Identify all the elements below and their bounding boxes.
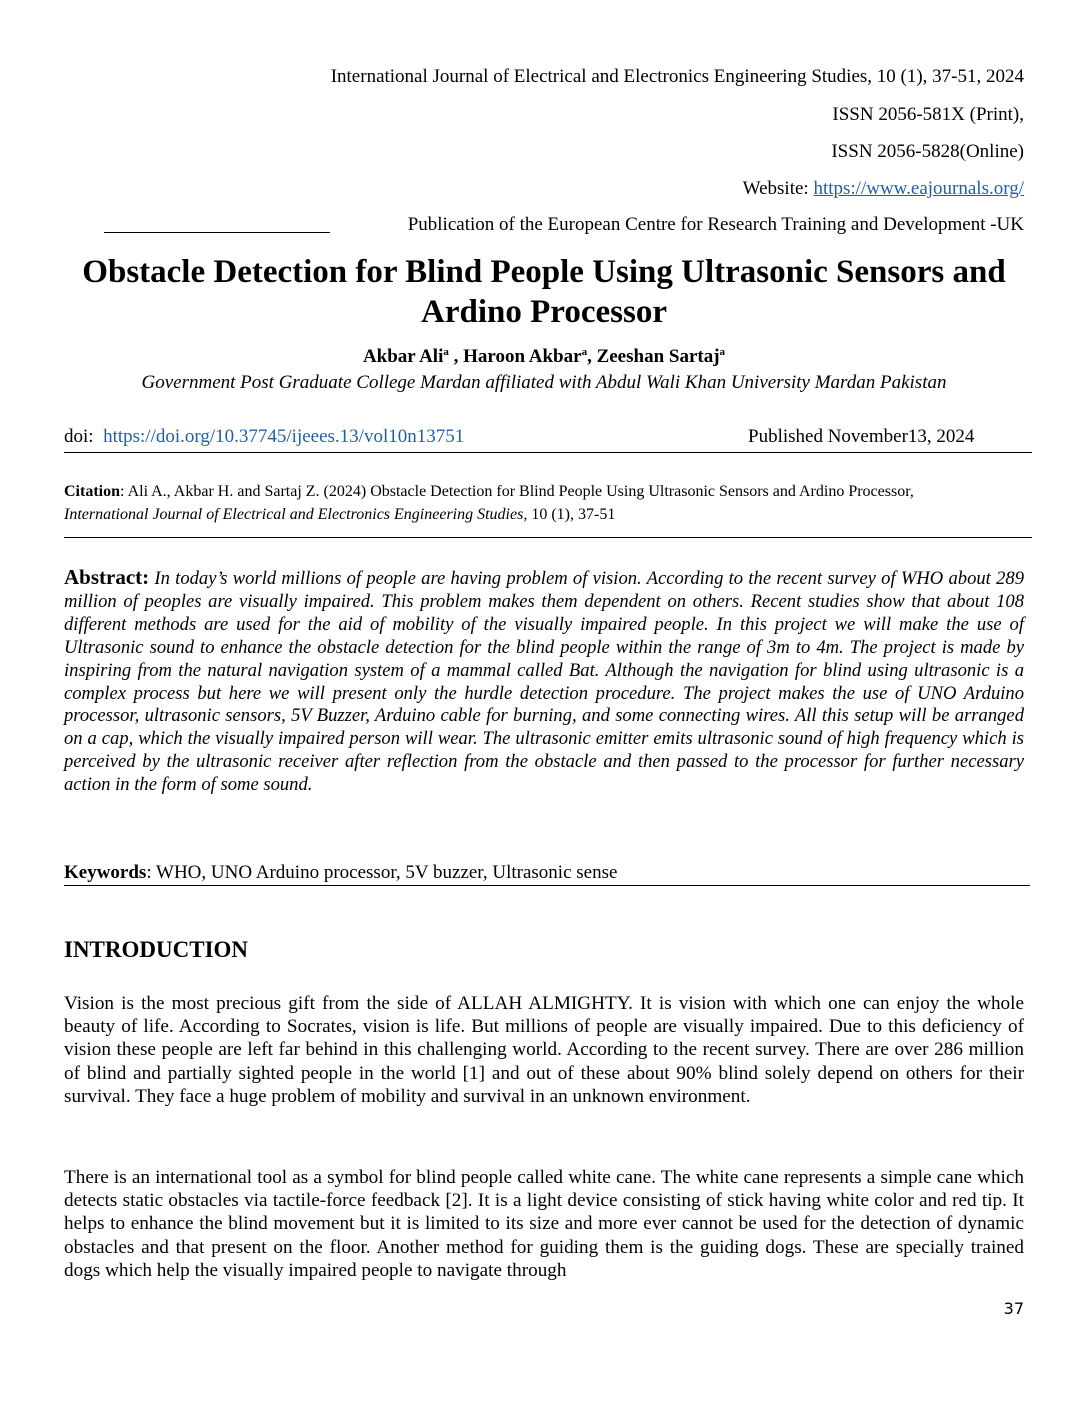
author-affil-mark: a bbox=[581, 346, 588, 358]
body-paragraph: There is an international tool as a symbol for blind people called white cane. The white cane represents a simple cane which detects static obstacles via tactile-force feedback [2]. It is a light device consisting of stick having white color and red tip. It helps to enhance the blind movement but it is limited to its size and more ever cannot be used for the detection of dynamic obstacles and that present on the floor. Another method for guiding them is the guiding dogs. These are specially trained dogs which help the visually impaired people to navigate through bbox=[64, 1167, 1024, 1281]
citation-rule bbox=[64, 537, 1032, 538]
doi-link[interactable]: https://doi.org/10.37745/ijeees.13/vol10n13751 bbox=[103, 426, 465, 447]
journal-header-line: International Journal of Electrical and Electronics Engineering Studies, 10 (1), 37-51, 2024 bbox=[330, 66, 1024, 87]
author-name: Zeeshan Sartaj bbox=[596, 346, 720, 367]
doi-label: doi: bbox=[64, 426, 94, 447]
citation-label: Citation bbox=[64, 483, 120, 500]
citation-tail: , 10 (1), 37-51 bbox=[523, 506, 616, 523]
abstract-label: Abstract: bbox=[64, 565, 150, 589]
body-paragraph: Vision is the most precious gift from the side of ALLAH ALMIGHTY. It is vision with which one can enjoy the whole beauty of life. According to Socrates, vision is life. But millions of people are visually impaired. Due to this deficiency of vision these people are left far behind in this challenging world. According to the recent survey. There are over 286 million of blind and partially sighted people in the world [1] and out of these about 90% blind solely depend on others for their survival. They face a huge problem of mobility and survival in an unknown environment. bbox=[64, 993, 1024, 1107]
author-list bbox=[0, 346, 1088, 368]
issn-online: ISSN 2056-5828(Online) bbox=[831, 141, 1024, 162]
author-name: Haroon Akbar bbox=[463, 346, 582, 367]
issn-print: ISSN 2056-581X (Print), bbox=[832, 104, 1024, 125]
author-affil-mark: a bbox=[719, 346, 726, 358]
header-rule bbox=[104, 232, 330, 233]
published-date: Published November13, 2024 bbox=[748, 426, 975, 447]
website-link[interactable]: https://www.eajournals.org/ bbox=[813, 178, 1024, 199]
doi-line bbox=[64, 426, 464, 448]
doi-rule bbox=[64, 452, 1032, 453]
section-heading-introduction: INTRODUCTION bbox=[64, 937, 249, 962]
abstract-block bbox=[64, 566, 1024, 797]
citation-journal: International Journal of Electrical and Electronics Engineering Studies bbox=[64, 506, 524, 523]
citation-text: : Ali A., Akbar H. and Sartaj Z. (2024) Obstacle Detection for Blind People Using Ultrasonic Sensors and Ardino Processor, bbox=[120, 483, 914, 500]
abstract-text: In today’s world millions of people are having problem of vision. According to the recent survey of WHO about 289 million of peoples are visually impaired. This problem makes them dependent on others. Recent studies show that about 108 different methods are used for the aid of mobility of the visually impaired people. In this project we will make the use of Ultrasonic sound to enhance the obstacle detection for the blind people within the range of 3m to 4m. The project is made by inspiring from the natural navigation system of a mammal called Bat. Although the navigation for blind using ultrasonic is a complex process but here we will present only the hurdle detection procedure. The project makes the use of UNO Arduino processor, ultrasonic sensors, 5V Buzzer, Arduino cable for burning, and some connecting wires. All this setup will be arranged on a cap, which the visually impaired person will wear. The ultrasonic emitter emits ultrasonic sound of high frequency which is perceived by the ultrasonic receiver after reflection from the obstacle and then passed to the processor for further necessary action in the form of some sound. bbox=[64, 568, 1024, 796]
keywords-label: Keywords bbox=[64, 862, 147, 883]
author-separator: , bbox=[448, 346, 464, 367]
citation-block bbox=[64, 480, 1024, 526]
keywords-rule bbox=[64, 885, 1030, 886]
author-affil-mark: a bbox=[443, 346, 449, 358]
website-label: Website: bbox=[742, 178, 814, 199]
author-name: Akbar Ali bbox=[362, 346, 444, 367]
article-title: Obstacle Detection for Blind People Using Ultrasonic Sensors and Ardino Processor bbox=[82, 254, 1006, 330]
website-line bbox=[743, 178, 1024, 200]
keywords-line bbox=[64, 862, 617, 884]
publisher-line: Publication of the European Centre for Research Training and Development -UK bbox=[407, 214, 1024, 235]
page-number: 37 bbox=[1003, 1299, 1024, 1318]
affiliation: Government Post Graduate College Mardan affiliated with Abdul Wali Khan University Mardan Pakistan bbox=[141, 372, 947, 393]
author-separator: , bbox=[587, 346, 597, 367]
keywords-text: : WHO, UNO Arduino processor, 5V buzzer, Ultrasonic sense bbox=[146, 862, 618, 883]
